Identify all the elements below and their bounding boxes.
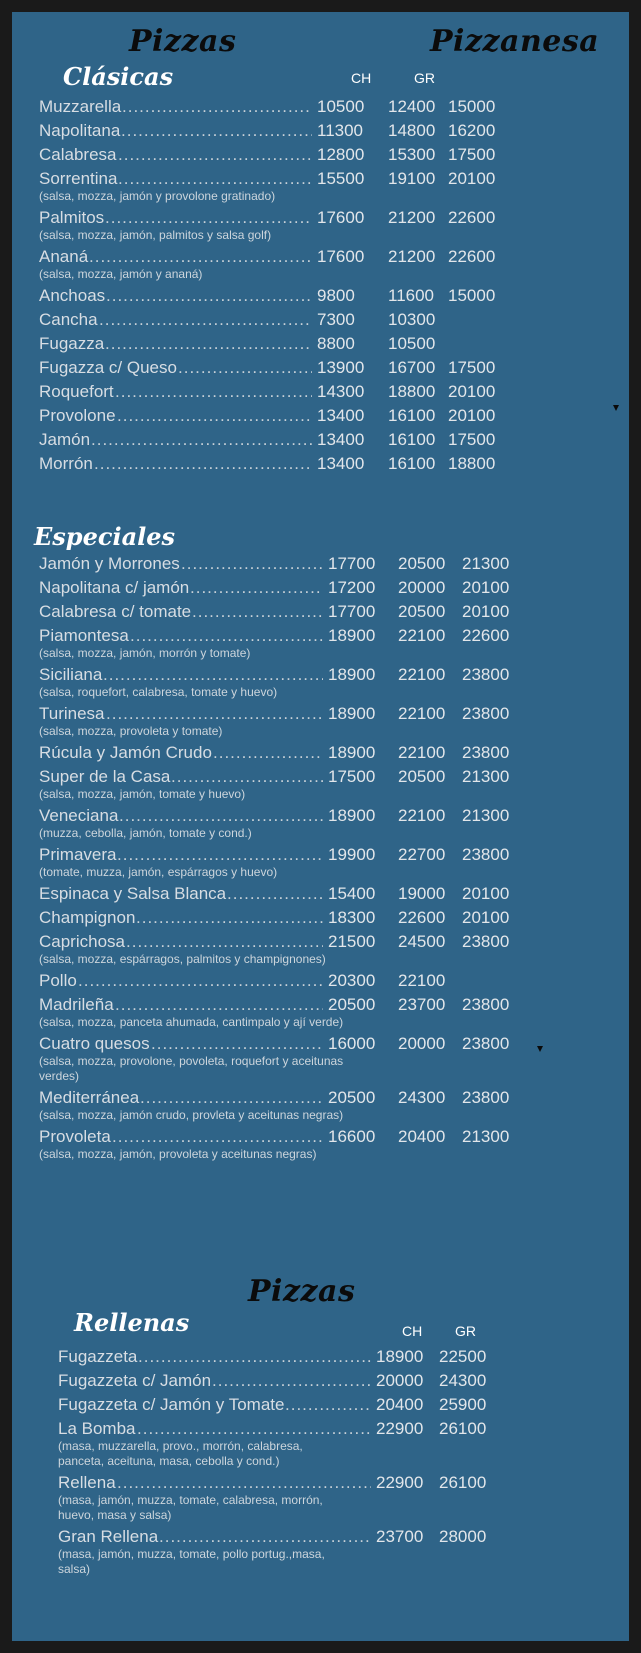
item-name: Pollo [39,971,77,990]
decorative-mark [537,1046,543,1052]
menu-item-row [12,1345,629,1369]
menu-item-row [12,356,629,380]
decorative-mark [613,405,619,411]
item-description: (salsa, roquefort, calabresa, tomate y huevo) [39,685,278,699]
menu-item [12,1417,629,1471]
item-description: (salsa, mozza, jamón, provoleta y aceitunas negras) [39,1147,317,1161]
dot-leader [106,702,323,726]
price-gr: 22100 [398,665,446,684]
item-name: Rellena [58,1473,116,1492]
item-name: Espinaca y Salsa Blanca [39,884,227,903]
menu-item [12,804,629,843]
price-gr: 20500 [398,554,446,573]
price-gr: 20000 [398,578,446,597]
item-name: Palmitos [39,208,105,227]
price-pizzanesa: 20100 [462,908,510,927]
price-ch: 18900 [376,1347,424,1366]
menu-item-row [12,1393,629,1417]
dot-leader [94,452,312,476]
price-ch: 15400 [328,884,376,903]
dot-leader [118,167,312,191]
pizzas-rellenas-title: Pizzas [248,1274,356,1309]
price-gr: 22100 [398,971,446,990]
dot-leader [181,552,323,576]
item-description: (salsa, mozza, espárragos, palmitos y champignones) [39,952,326,966]
item-name: Cancha [39,310,98,329]
price-ch: 16600 [328,1127,376,1146]
item-name: Provolone [39,406,116,425]
menu-item-row [12,1369,629,1393]
price-pizzanesa: 20100 [448,406,496,425]
price-pizzanesa: 23800 [462,743,510,762]
menu-item-row [12,428,629,452]
price-gr: 16100 [388,406,436,425]
item-name: Primavera [39,845,117,864]
dot-leader [126,930,323,954]
menu-item [12,428,629,452]
menu-item [12,1369,629,1393]
menu-item-row [12,969,629,993]
price-gr: 20000 [398,1034,446,1053]
price-ch: 13400 [317,406,365,425]
menu-item [12,206,629,245]
menu-item-row [12,1125,629,1149]
col-gr-label: GR [414,70,435,86]
item-name: Jamón y Morrones [39,554,180,573]
dot-leader [115,380,312,404]
price-gr: 23700 [398,995,446,1014]
menu-item [12,741,629,765]
price-ch: 23700 [376,1527,424,1546]
menu-item [12,452,629,476]
menu-item-row [12,804,629,828]
price-ch: 18900 [328,626,376,645]
dot-leader [190,576,323,600]
menu-item-row [12,206,629,230]
price-ch: 20500 [328,995,376,1014]
dot-leader [159,1525,371,1549]
price-gr: 24300 [398,1088,446,1107]
menu-item [12,245,629,284]
clasicas-section [12,95,629,476]
price-pizzanesa: 23800 [462,845,510,864]
price-gr: 16100 [388,430,436,449]
price-pizzanesa: 16200 [448,121,496,140]
menu-item-row [12,284,629,308]
item-description: (salsa, mozza, jamón, tomate y huevo) [39,787,246,801]
dot-leader [78,969,323,993]
menu-item [12,356,629,380]
price-ch: 17600 [317,208,365,227]
dot-leader [140,1086,323,1110]
rellenas-col-gr-label: GR [455,1323,476,1339]
menu-item [12,600,629,624]
dot-leader [171,765,323,789]
menu-item [12,332,629,356]
item-name: Provoleta [39,1127,111,1146]
price-ch: 20000 [376,1371,424,1390]
item-name: Roquefort [39,382,114,401]
especiales-heading: Especiales [34,522,176,551]
price-gr: 20500 [398,767,446,786]
dot-leader [130,624,323,648]
price-pizzanesa: 23800 [462,704,510,723]
item-description: (salsa, mozza, provolone, povoleta, roquefort y aceitunas verdes) [39,1054,344,1083]
price-ch: 20400 [376,1395,424,1414]
menu-item-row [12,380,629,404]
item-name: Fugazzeta c/ Jamón y Tomate [58,1395,285,1414]
item-name: Rúcula y Jamón Crudo [39,743,212,762]
item-name: Jamón [39,430,91,449]
menu-item-row [12,245,629,269]
menu-item-row [12,1032,629,1056]
especiales-section [12,552,629,1164]
item-name: Napolitana c/ jamón [39,578,190,597]
price-pizzanesa: 21300 [462,767,510,786]
menu-item [12,993,629,1032]
menu-item-row [12,1417,629,1441]
item-name: Anchoas [39,286,106,305]
price-pizzanesa: 18800 [448,454,496,473]
pizzanesa-title: Pizzanesa [430,24,600,59]
price-gr: 20500 [398,602,446,621]
item-description: (salsa, mozza, provoleta y tomate) [39,724,223,738]
price-ch: 17200 [328,578,376,597]
dot-leader [227,882,323,906]
price-gr: 21200 [388,208,436,227]
menu-item-row [12,930,629,954]
menu-item [12,882,629,906]
menu-item [12,576,629,600]
price-pizzanesa: 15000 [448,286,496,305]
item-description: (masa, jamón, muzza, tomate, pollo portug.,masa, salsa) [58,1547,325,1576]
menu-item [12,765,629,804]
price-gr: 22100 [398,626,446,645]
price-pizzanesa: 17500 [448,145,496,164]
rellenas-heading: Rellenas [74,1308,190,1337]
menu-item [12,1471,629,1525]
col-ch-label: CH [351,70,372,86]
item-name: Fugazzeta [58,1347,138,1366]
item-description: (salsa, mozza, jamón y ananá) [39,267,203,281]
item-name: Caprichosa [39,932,125,951]
price-gr: 15300 [388,145,436,164]
menu-item [12,95,629,119]
dot-leader [105,332,312,356]
pizzas-title: Pizzas [129,24,237,59]
menu-item [12,843,629,882]
price-ch: 20500 [328,1088,376,1107]
dot-leader [178,356,312,380]
dot-leader [105,206,312,230]
item-name: La Bomba [58,1419,136,1438]
item-name: Super de la Casa [39,767,171,786]
price-pizzanesa: 21300 [462,554,510,573]
dot-leader [122,95,312,119]
price-pizzanesa: 23800 [462,995,510,1014]
price-gr: 26100 [439,1473,487,1492]
item-name: Siciliana [39,665,103,684]
price-pizzanesa: 21300 [462,806,510,825]
dot-leader [136,906,323,930]
price-gr: 21200 [388,247,436,266]
price-ch: 22900 [376,1419,424,1438]
price-ch: 19900 [328,845,376,864]
price-pizzanesa: 20100 [462,884,510,903]
menu-item-row [12,663,629,687]
menu-item [12,969,629,993]
price-pizzanesa: 17500 [448,358,496,377]
menu-item-row [12,119,629,143]
price-ch: 11300 [317,121,364,140]
price-ch: 18900 [328,806,376,825]
item-name: Champignon [39,908,136,927]
rellenas-section [12,1345,629,1579]
menu-item [12,167,629,206]
item-name: Calabresa c/ tomate [39,602,192,621]
price-ch: 14300 [317,382,365,401]
item-description: (salsa, mozza, panceta ahumada, cantimpalo y ají verde) [39,1015,344,1029]
menu-item [12,1032,629,1086]
item-description: (salsa, mozza, jamón, morrón y tomate) [39,646,251,660]
price-ch: 18900 [328,665,376,684]
price-pizzanesa: 23800 [462,665,510,684]
dot-leader [117,1471,371,1495]
menu-item-row [12,1471,629,1495]
price-gr: 22700 [398,845,446,864]
menu-item [12,1086,629,1125]
price-pizzanesa: 23800 [462,1034,510,1053]
menu-item-row [12,906,629,930]
price-gr: 26100 [439,1419,487,1438]
item-description: (salsa, mozza, jamón, palmitos y salsa golf) [39,228,272,242]
menu-item-row [12,1086,629,1110]
price-pizzanesa: 22600 [448,247,496,266]
dot-leader [212,1369,371,1393]
dot-leader [91,428,312,452]
price-pizzanesa: 23800 [462,1088,510,1107]
menu-item-row [12,993,629,1017]
dot-leader [285,1393,371,1417]
item-name: Napolitana [39,121,121,140]
item-name: Ananá [39,247,89,266]
menu-item-row [12,765,629,789]
price-ch: 13400 [317,430,365,449]
price-gr: 16700 [388,358,436,377]
price-gr: 18800 [388,382,436,401]
price-gr: 14800 [388,121,436,140]
price-gr: 19100 [388,169,436,188]
item-name: Madrileña [39,995,114,1014]
item-description: (salsa, mozza, jamón y provolone gratinado) [39,189,276,203]
price-ch: 17700 [328,602,376,621]
menu-item-row [12,167,629,191]
price-ch: 22900 [376,1473,424,1492]
price-pizzanesa: 22600 [462,626,510,645]
menu-item-row [12,741,629,765]
price-gr: 24500 [398,932,446,951]
dot-leader [115,993,323,1017]
menu-item-row [12,143,629,167]
price-ch: 17600 [317,247,365,266]
price-ch: 18900 [328,743,376,762]
menu-item-row [12,1525,629,1549]
price-pizzanesa: 15000 [448,97,496,116]
price-ch: 16000 [328,1034,376,1053]
menu-item [12,1393,629,1417]
menu-item-row [12,624,629,648]
price-pizzanesa: 22600 [448,208,496,227]
price-ch: 12800 [317,145,365,164]
dot-leader [106,284,312,308]
item-name: Fugazza c/ Queso [39,358,177,377]
rellenas-col-ch-label: CH [402,1323,423,1339]
item-description: (masa, jamón, muzza, tomate, calabresa, morrón, huevo, masa y salsa) [58,1493,323,1522]
menu-panel [12,12,629,1641]
item-description: (tomate, muzza, jamón, espárragos y huevo) [39,865,278,879]
menu-item-row [12,95,629,119]
menu-item-row [12,404,629,428]
dot-leader [151,1032,323,1056]
price-pizzanesa: 20100 [462,578,510,597]
menu-item-row [12,308,629,332]
menu-item [12,404,629,428]
item-name: Muzzarella [39,97,122,116]
menu-item [12,906,629,930]
dot-leader [99,308,312,332]
price-gr: 10500 [388,334,436,353]
price-gr: 28000 [439,1527,487,1546]
price-ch: 13400 [317,454,365,473]
price-pizzanesa: 17500 [448,430,496,449]
item-name: Gran Rellena [58,1527,159,1546]
item-name: Mediterránea [39,1088,140,1107]
dot-leader [118,143,312,167]
dot-leader [103,663,323,687]
price-gr: 22600 [398,908,446,927]
menu-item [12,663,629,702]
price-gr: 24300 [439,1371,487,1390]
price-pizzanesa: 20100 [448,169,496,188]
dot-leader [121,119,312,143]
menu-item-row [12,332,629,356]
price-gr: 22100 [398,743,446,762]
menu-item-row [12,452,629,476]
menu-item [12,1125,629,1164]
menu-item [12,930,629,969]
item-name: Cuatro quesos [39,1034,150,1053]
price-ch: 7300 [317,310,355,329]
item-name: Fugazza [39,334,105,353]
dot-leader [213,741,323,765]
menu-item-row [12,600,629,624]
item-name: Sorrentina [39,169,118,188]
price-pizzanesa: 23800 [462,932,510,951]
price-ch: 21500 [328,932,376,951]
menu-item-row [12,552,629,576]
dot-leader [117,843,323,867]
menu-item [12,702,629,741]
item-name: Veneciana [39,806,119,825]
dot-leader [119,804,323,828]
price-gr: 19000 [398,884,446,903]
item-name: Piamontesa [39,626,129,645]
price-ch: 18300 [328,908,376,927]
item-name: Fugazzeta c/ Jamón [58,1371,212,1390]
price-ch: 9800 [317,286,355,305]
menu-item-row [12,576,629,600]
price-pizzanesa: 21300 [462,1127,510,1146]
price-ch: 13900 [317,358,365,377]
price-pizzanesa: 20100 [462,602,510,621]
menu-item [12,284,629,308]
dot-leader [137,1417,371,1441]
menu-item [12,308,629,332]
price-gr: 16100 [388,454,436,473]
item-name: Turinesa [39,704,105,723]
menu-item-row [12,882,629,906]
price-ch: 17500 [328,767,376,786]
price-gr: 22100 [398,704,446,723]
menu-item [12,143,629,167]
dot-leader [138,1345,371,1369]
price-pizzanesa: 20100 [448,382,496,401]
menu-item-row [12,702,629,726]
price-gr: 11600 [388,286,435,305]
item-name: Morrón [39,454,93,473]
dot-leader [192,600,323,624]
price-ch: 17700 [328,554,376,573]
menu-item-row [12,843,629,867]
price-gr: 20400 [398,1127,446,1146]
menu-item [12,1345,629,1369]
price-gr: 10300 [388,310,436,329]
item-name: Calabresa [39,145,117,164]
menu-item [12,380,629,404]
price-ch: 20300 [328,971,376,990]
menu-item [12,624,629,663]
clasicas-heading: Clásicas [63,62,174,91]
price-ch: 8800 [317,334,355,353]
price-ch: 10500 [317,97,365,116]
menu-item [12,119,629,143]
price-gr: 22500 [439,1347,487,1366]
dot-leader [89,245,312,269]
price-gr: 25900 [439,1395,487,1414]
dot-leader [112,1125,323,1149]
item-description: (muzza, cebolla, jamón, tomate y cond.) [39,826,252,840]
price-gr: 12400 [388,97,436,116]
item-description: (salsa, mozza, jamón crudo, provleta y aceitunas negras) [39,1108,344,1122]
menu-item [12,1525,629,1579]
dot-leader [117,404,312,428]
price-ch: 18900 [328,704,376,723]
item-description: (masa, muzzarella, provo., morrón, calabresa, panceta, aceituna, masa, cebolla y cond.) [58,1439,303,1468]
menu-item [12,552,629,576]
price-gr: 22100 [398,806,446,825]
price-ch: 15500 [317,169,365,188]
